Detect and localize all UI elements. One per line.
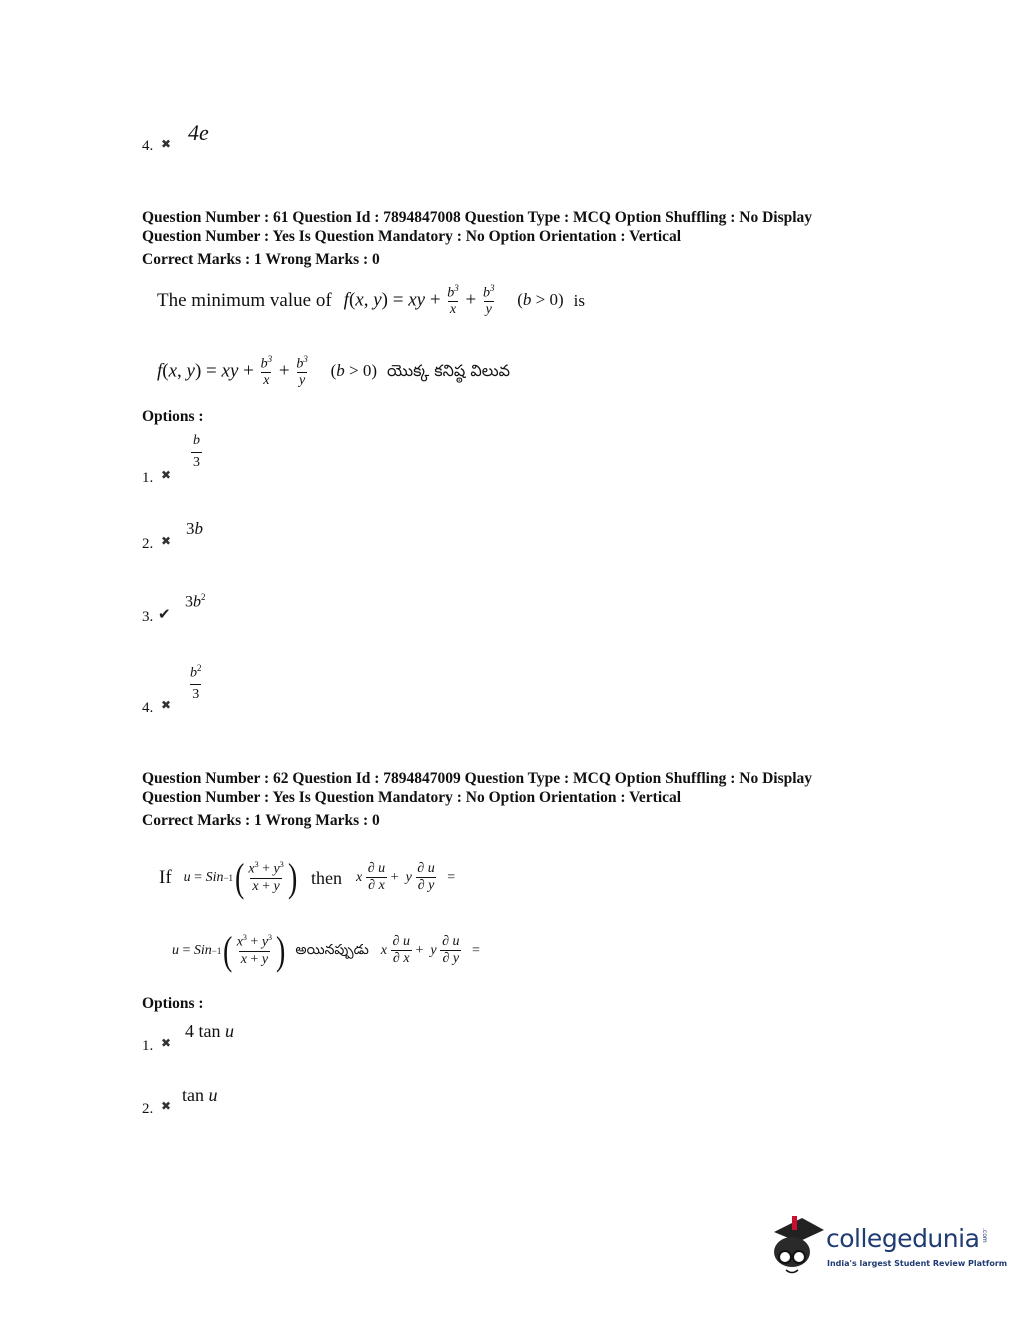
wrong-mark-icon: ✖ [161,137,172,151]
q61-question-en [157,276,585,326]
q62-option1-text: 4 tan [185,1021,221,1041]
q61-option1-number: 1. [142,470,154,486]
wrong-mark-icon: ✖ [161,1036,172,1050]
q61-meta-line1: Question Number : 61 Question Id : 7894847008 Question Type : MCQ Option Shuffling : No Display [142,209,813,226]
q62-meta-line2: Question Number : Yes Is Question Mandatory : No Option Orientation : Vertical [142,789,682,806]
wrong-mark-icon: ✖ [161,1099,172,1113]
wrong-mark-icon: ✖ [161,698,172,712]
q61-option1-value: $\frac{b}{3}$ [193,433,200,470]
q61-option3-value: $3b^2$ [185,592,206,611]
wrong-mark-icon: ✖ [161,534,172,548]
q62-option2-value: tan u [182,1085,218,1105]
q61-question-te [157,347,510,397]
q61-option2-number: 2. [142,536,154,552]
q62-en-formula-u: u = Sin −1 ( $\frac{x^3 + y^3}{x + y}$ ) [183,855,298,900]
q61-meta-line2: Question Number : Yes Is Question Mandatory : No Option Orientation : Vertical [142,228,682,245]
q62-question-en [159,850,455,906]
q61-en-suffix: is [573,291,586,310]
logo-name: collegedunia [826,1224,980,1253]
q62-te-formula-u: u = Sin −1 ( $\frac{x^3 + y^3}{x + y}$ ) [172,928,286,973]
q62-te-formula-pde: x $\frac{\partial u}{\partial x}$ + y $\frac{\partial u}{\partial y}$ = [380,934,480,966]
logo-tagline: India's largest Student Review Platform [827,1259,1008,1268]
logo-suffix: .com [981,1228,988,1243]
q62-question-te [172,923,480,979]
q62-meta-line1: Question Number : 62 Question Id : 7894847009 Question Type : MCQ Option Shuffling : No Display [142,770,813,787]
q61-option2-value: 3b [186,519,203,538]
q61-option4-value: $\frac{b^2}{3}$ [190,663,202,703]
q62-en-formula-pde: x $\frac{\partial u}{\partial x}$ + y $\frac{\partial u}{\partial y}$ = [356,861,456,893]
q62-meta-line3: Correct Marks : 1 Wrong Marks : 0 [142,812,380,829]
q61-te-formula: f(x, y) = xy + $\frac{b^3}{x}$ + $\frac{b^3}{y}$ (b > 0) [157,353,378,389]
prev-option-number: 4. [142,138,154,154]
q62-option1-value: 4 tan u [185,1021,234,1041]
collegedunia-logo[interactable] [768,1210,1008,1280]
q61-option4-number: 4. [142,700,154,716]
q61-en-formula: f(x, y) = xy + $\frac{b^3}{x}$ + $\frac{b^3}{y}$ (b > 0) [343,282,564,318]
q61-meta-line3: Correct Marks : 1 Wrong Marks : 0 [142,251,380,268]
correct-check-icon: ✔ [158,605,171,623]
q62-te-when: అయినప్పుడు [295,941,369,958]
wrong-mark-icon: ✖ [161,468,172,482]
mascot-icon [768,1210,826,1280]
q61-options-label: Options : [142,408,204,425]
q62-en-if: If [159,867,172,888]
q61-option3-number: 3. [142,609,154,625]
q61-en-prefix: The minimum value of [157,290,332,311]
q62-option2-number: 2. [142,1101,154,1117]
q62-en-then: then [311,867,343,888]
q62-option2-text: tan [182,1085,204,1105]
q62-option1-number: 1. [142,1038,154,1054]
q62-options-label: Options : [142,995,204,1012]
q61-te-suffix: యొక్క కనిష్ఠ విలువ [387,360,511,380]
prev-option-value: 4e [188,120,209,145]
